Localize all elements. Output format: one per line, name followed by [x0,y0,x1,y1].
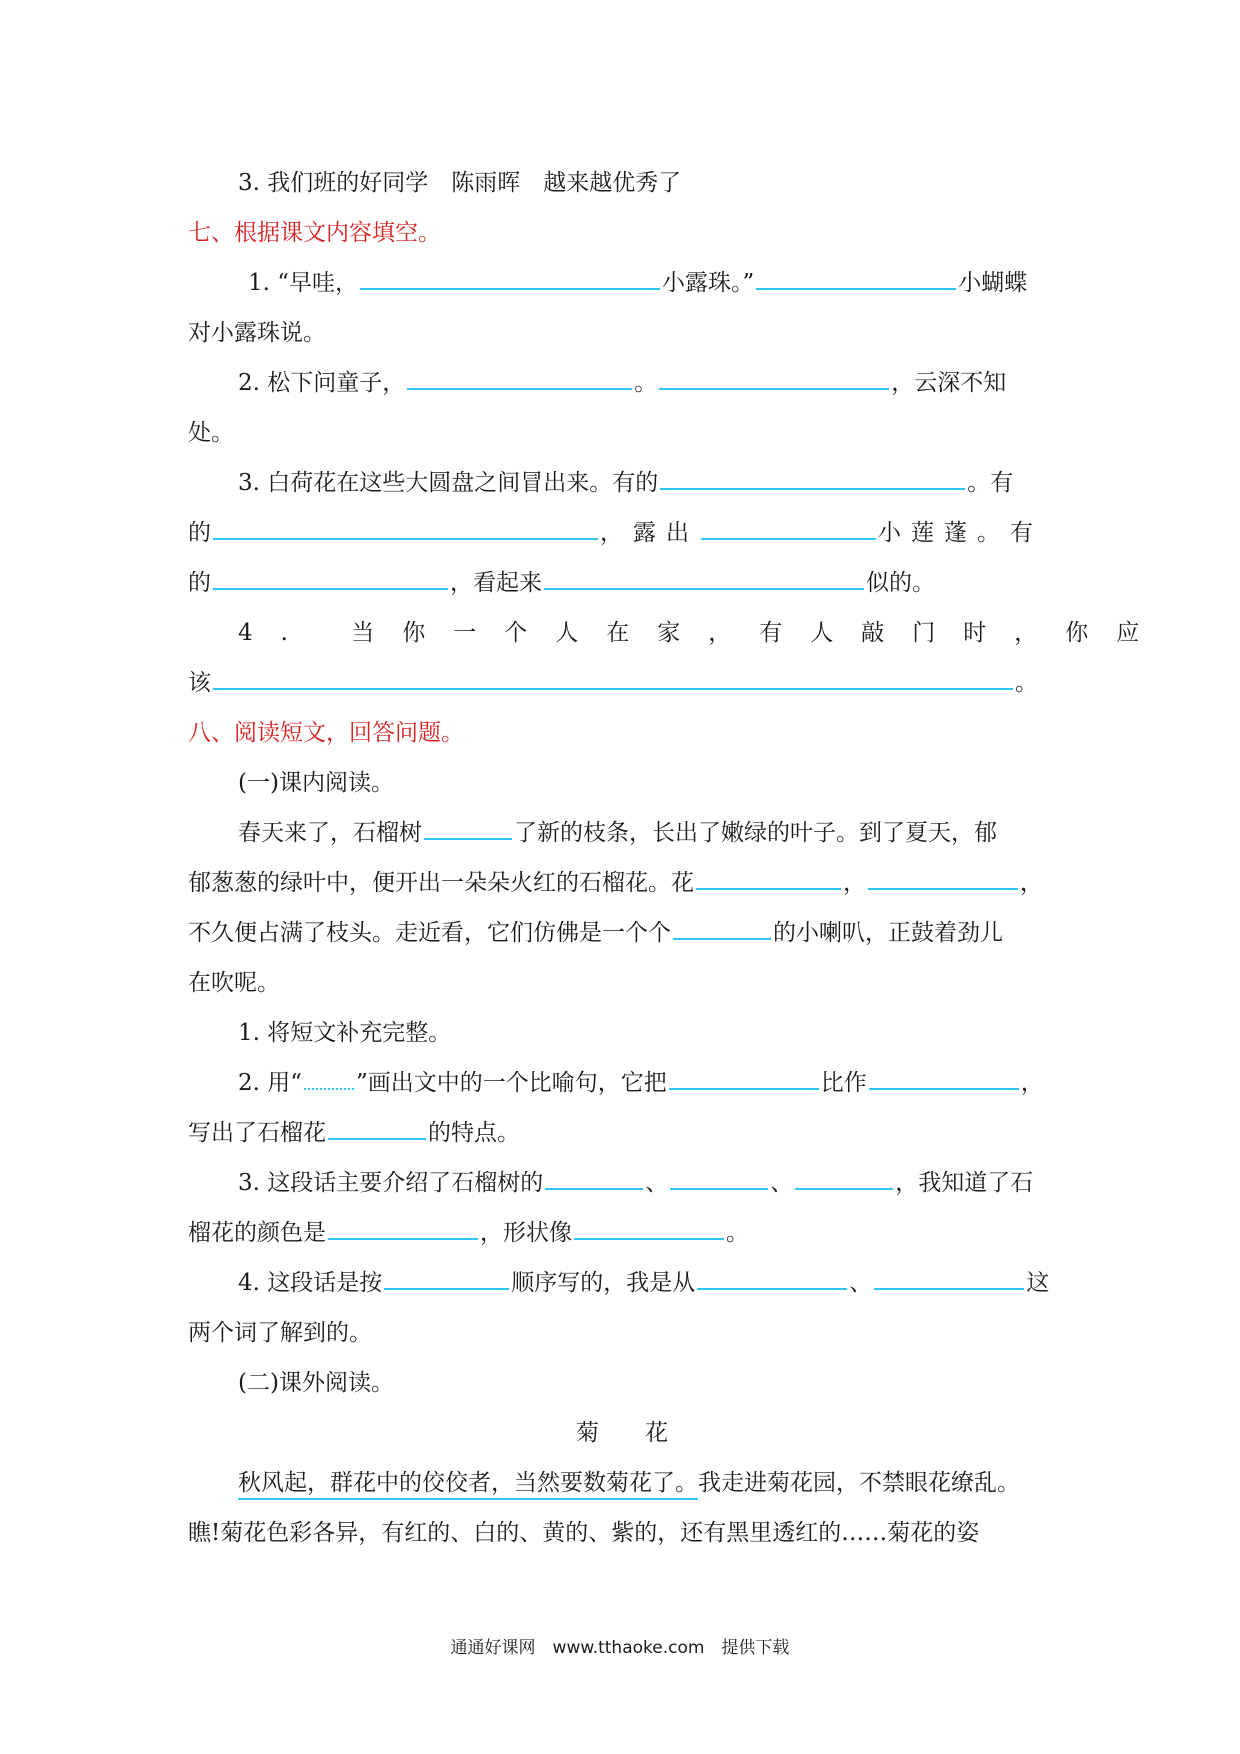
sec7-q3-line1 [188,458,1056,508]
q3-text-b: 。有 [967,470,1014,496]
part2-label: (二)课外阅读。 [238,1370,394,1396]
sec8-q4-line1 [188,1258,1056,1308]
reading-line1 [188,1458,1056,1508]
q2-text-f: 的特点。 [428,1120,520,1146]
q3-text-c: 的 [188,520,211,546]
q4-text-a: 4. 这段话是按 [238,1270,383,1296]
blank[interactable] [868,866,1018,890]
sec8-q1: 1. 将短文补充完整。 [238,1020,452,1046]
sec8-q4-line2: 两个词了解到的。 [188,1320,372,1346]
blank[interactable] [660,466,965,490]
sec7-q2-line1 [188,358,1056,408]
sec7-q3-line2 [188,508,1056,558]
blank[interactable] [696,866,841,890]
p2-text-c: ， [1020,870,1043,896]
section8-heading: 八、阅读短文，回答问题。 [188,720,464,746]
q3-text-f: 的 [188,570,211,596]
p1-text-a: 春天来了，石榴树 [238,820,422,846]
q3-text-g: ，看起来 [450,570,542,596]
q4-text-d: 这 [1026,1270,1050,1296]
passage-title: 菊 花 [576,1420,668,1446]
passage-line1 [188,808,1056,858]
passage-line2 [188,858,1056,908]
blank[interactable] [424,816,512,840]
blank[interactable] [756,266,956,290]
sec7-q3-line3 [188,558,1056,608]
q2-text-c: 比作 [820,1070,867,1096]
blank[interactable] [384,1266,509,1290]
blank[interactable] [574,1216,724,1240]
blank[interactable] [874,1266,1024,1290]
blank[interactable] [669,1066,819,1090]
sec6-q3: 3. 我们班的好同学 陈雨晖 越来越优秀了 [238,170,682,196]
p2-text-b: ， [843,870,866,896]
blank[interactable] [701,516,876,540]
blank[interactable] [673,916,771,940]
underlined-sentence: 秋风起，群花中的佼佼者，当然要数菊花了。 [238,1470,698,1500]
q2-text-a: 2. 用“ [238,1070,303,1096]
blank[interactable] [328,1116,426,1140]
dotted-underline-mark [304,1066,354,1090]
blank[interactable] [670,1166,768,1190]
blank[interactable] [869,1066,1019,1090]
footer-source: 通通好课网 www.tthaoke.com 提供下载 [450,1638,790,1658]
blank[interactable] [544,566,864,590]
q2-text-e: 写出了石榴花 [188,1120,326,1146]
q2-text-b: 。 [634,370,658,396]
blank[interactable] [213,566,448,590]
reading-line2: 瞧!菊花色彩各异，有红的、白的、黄的、紫的，还有黑里透红的……菊花的姿 [188,1520,980,1546]
p2-text-a: 郁葱葱的绿叶中，便开出一朵朵火红的石榴花。花 [188,870,694,896]
q4-text-c: 、 [849,1270,873,1296]
p3-text-b: 的小喇叭，正鼓着劲儿 [773,920,1003,946]
blank[interactable] [213,516,598,540]
blank[interactable] [407,366,632,390]
sec8-q3-line1 [188,1158,1056,1208]
blank[interactable] [795,1166,893,1190]
section7-heading: 七、根据课文内容填空。 [188,220,441,246]
q3-text-c: 、 [770,1170,794,1196]
blank[interactable] [545,1166,643,1190]
p1-text-b: 了新的枝条，长出了嫩绿的叶子。到了夏天，郁 [514,820,997,846]
q3-text-h: 似的。 [866,570,935,596]
blank[interactable] [360,266,660,290]
q1-text-b: 小露珠。” [662,270,755,296]
sec7-q1-line1 [188,258,1056,308]
q4-text-b: 该 [188,670,211,696]
sec7-q1-line2: 对小露珠说。 [188,320,326,346]
part1-label: (一)课内阅读。 [238,770,394,796]
q3-text-e: 榴花的颜色是 [188,1220,326,1246]
q3-text-f: ，形状像 [480,1220,572,1246]
q3-text-a: 3. 白荷花在这些大圆盘之间冒出来。有的 [238,470,659,496]
q3-text-b: 、 [645,1170,669,1196]
blank[interactable] [697,1266,847,1290]
q3-text-e: 小莲蓬。有 [878,520,1043,546]
sec8-q2-line1 [188,1058,1056,1108]
q2-text-c: ，云深不知 [891,370,1007,396]
q3-text-d: ，我知道了石 [895,1170,1034,1196]
r1-text-b: 我走进菊花园，不禁眼花缭乱。 [698,1470,1020,1496]
q3-text-d: ，露出 [600,520,699,546]
sec7-q4-line1: 4. 当你一个人在家，有人敲门时，你应 [238,620,1168,646]
sec7-q4-line2 [188,658,1056,708]
q2-text-b: ”画出文中的一个比喻句，它把 [356,1070,667,1096]
blank[interactable] [213,666,1013,690]
passage-line4: 在吹呢。 [188,970,280,996]
q2-text-a: 2. 松下问童子， [238,370,406,396]
passage-line3 [188,908,1056,958]
sec8-q3-line2 [188,1208,1056,1258]
p3-text-a: 不久便占满了枝头。走近看，它们仿佛是一个个 [188,920,671,946]
sec8-q2-line2 [188,1108,1056,1158]
q2-text-d: ， [1020,1070,1044,1096]
q3-text-g: 。 [726,1220,749,1246]
q1-text-a: 1. “早哇， [248,270,359,296]
q3-text-a: 3. 这段话主要介绍了石榴树的 [238,1170,544,1196]
q4-text-b: 顺序写的，我是从 [511,1270,696,1296]
sec7-q2-line2: 处。 [188,420,234,446]
blank[interactable] [659,366,889,390]
q1-text-c: 小蝴蝶 [958,270,1028,296]
q4-text-c: 。 [1015,670,1038,696]
blank[interactable] [328,1216,478,1240]
